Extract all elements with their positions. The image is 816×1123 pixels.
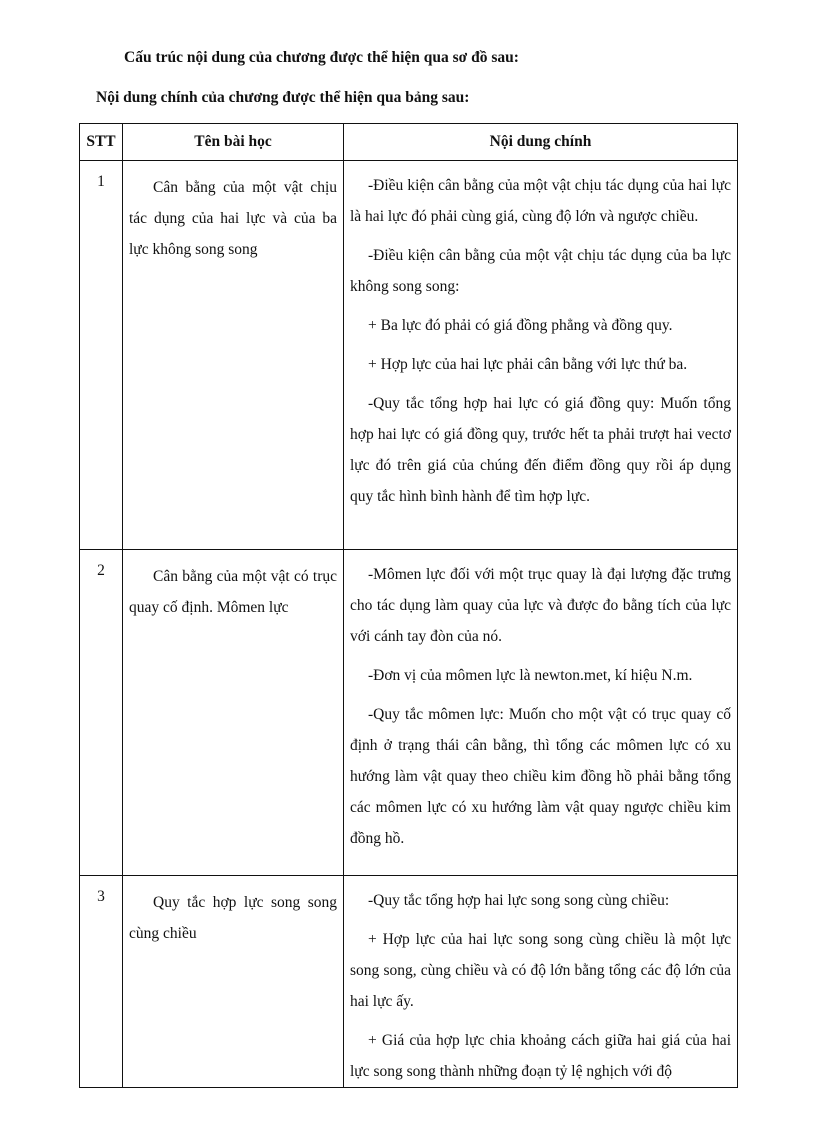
content-paragraph: -Điều kiện cân bằng của một vật chịu tác dụng của ba lực không song song:: [350, 247, 731, 295]
row-number: 1: [80, 161, 123, 550]
content-paragraph: -Quy tắc tổng hợp hai lực song song cùng chiều:: [368, 892, 670, 909]
row-number: 2: [80, 550, 123, 876]
lesson-name: [123, 550, 344, 876]
content-paragraph: + Giá của hợp lực chia khoảng cách giữa hai giá của hai lực song song thành những đoạn tỷ lệ nghịch với độ: [350, 1032, 731, 1080]
lesson-content: [344, 161, 738, 550]
content-paragraph: + Hợp lực của hai lực song song cùng chiều là một lực song song, cùng chiều và có độ lớn bằng tổng các độ lớn của hai lực ấy.: [350, 931, 731, 1010]
lesson-name-text: Quy tắc hợp lực song song cùng chiều: [129, 894, 337, 942]
header-stt: STT: [80, 124, 123, 161]
table-header-row: [80, 124, 738, 161]
content-paragraph: + Ba lực đó phải có giá đồng phẳng và đồng quy.: [368, 317, 673, 334]
content-paragraph: + Hợp lực của hai lực phải cân bằng với lực thứ ba.: [368, 356, 688, 373]
content-paragraph: -Mômen lực đối với một trục quay là đại lượng đặc trưng cho tác dụng làm quay của lực và được đo bằng tích của lực với cánh tay đòn của nó.: [350, 566, 731, 645]
table-row: [80, 876, 738, 1088]
lesson-content: [344, 550, 738, 876]
content-paragraph: -Đơn vị của mômen lực là newton.met, kí hiệu N.m.: [368, 667, 693, 684]
content-paragraph: -Quy tắc tổng hợp hai lực có giá đồng quy: Muốn tổng hợp hai lực có giá đồng quy, trước hết ta phải trượt hai vectơ lực đó trên giá của chúng đến điểm đồng quy rồi áp dụng quy tắc hình bình hành để tìm hợp lực.: [350, 395, 731, 505]
header-main-content: Nội dung chính: [344, 124, 738, 161]
row-number: 3: [80, 876, 123, 1088]
content-paragraph: -Quy tắc mômen lực: Muốn cho một vật có trục quay cố định ở trạng thái cân bằng, thì tổng các mômen lực có xu hướng làm vật quay theo chiều kim đồng hồ phải bằng tổng các mômen lực có xu hướng làm vật quay ngược chiều kim đồng hồ.: [350, 706, 731, 847]
lesson-name-text: Cân bằng của một vật chịu tác dụng của hai lực và của ba lực không song song: [129, 179, 337, 258]
lesson-content: [344, 876, 738, 1088]
main-content-heading: Nội dung chính của chương được thể hiện qua bảng sau:: [96, 89, 470, 106]
table-row: [80, 161, 738, 550]
table-row: [80, 550, 738, 876]
lesson-name-text: Cân bằng của một vật có trục quay cố định. Mômen lực: [129, 568, 337, 616]
lesson-table: [79, 123, 738, 1088]
structure-heading: Cấu trúc nội dung của chương được thể hiện qua sơ đồ sau:: [124, 49, 519, 66]
header-lesson-name: Tên bài học: [123, 124, 344, 161]
content-paragraph: -Điều kiện cân bằng của một vật chịu tác dụng của hai lực là hai lực đó phải cùng giá, cùng độ lớn và ngược chiều.: [350, 177, 731, 225]
lesson-name: [123, 161, 344, 550]
lesson-name: [123, 876, 344, 1088]
